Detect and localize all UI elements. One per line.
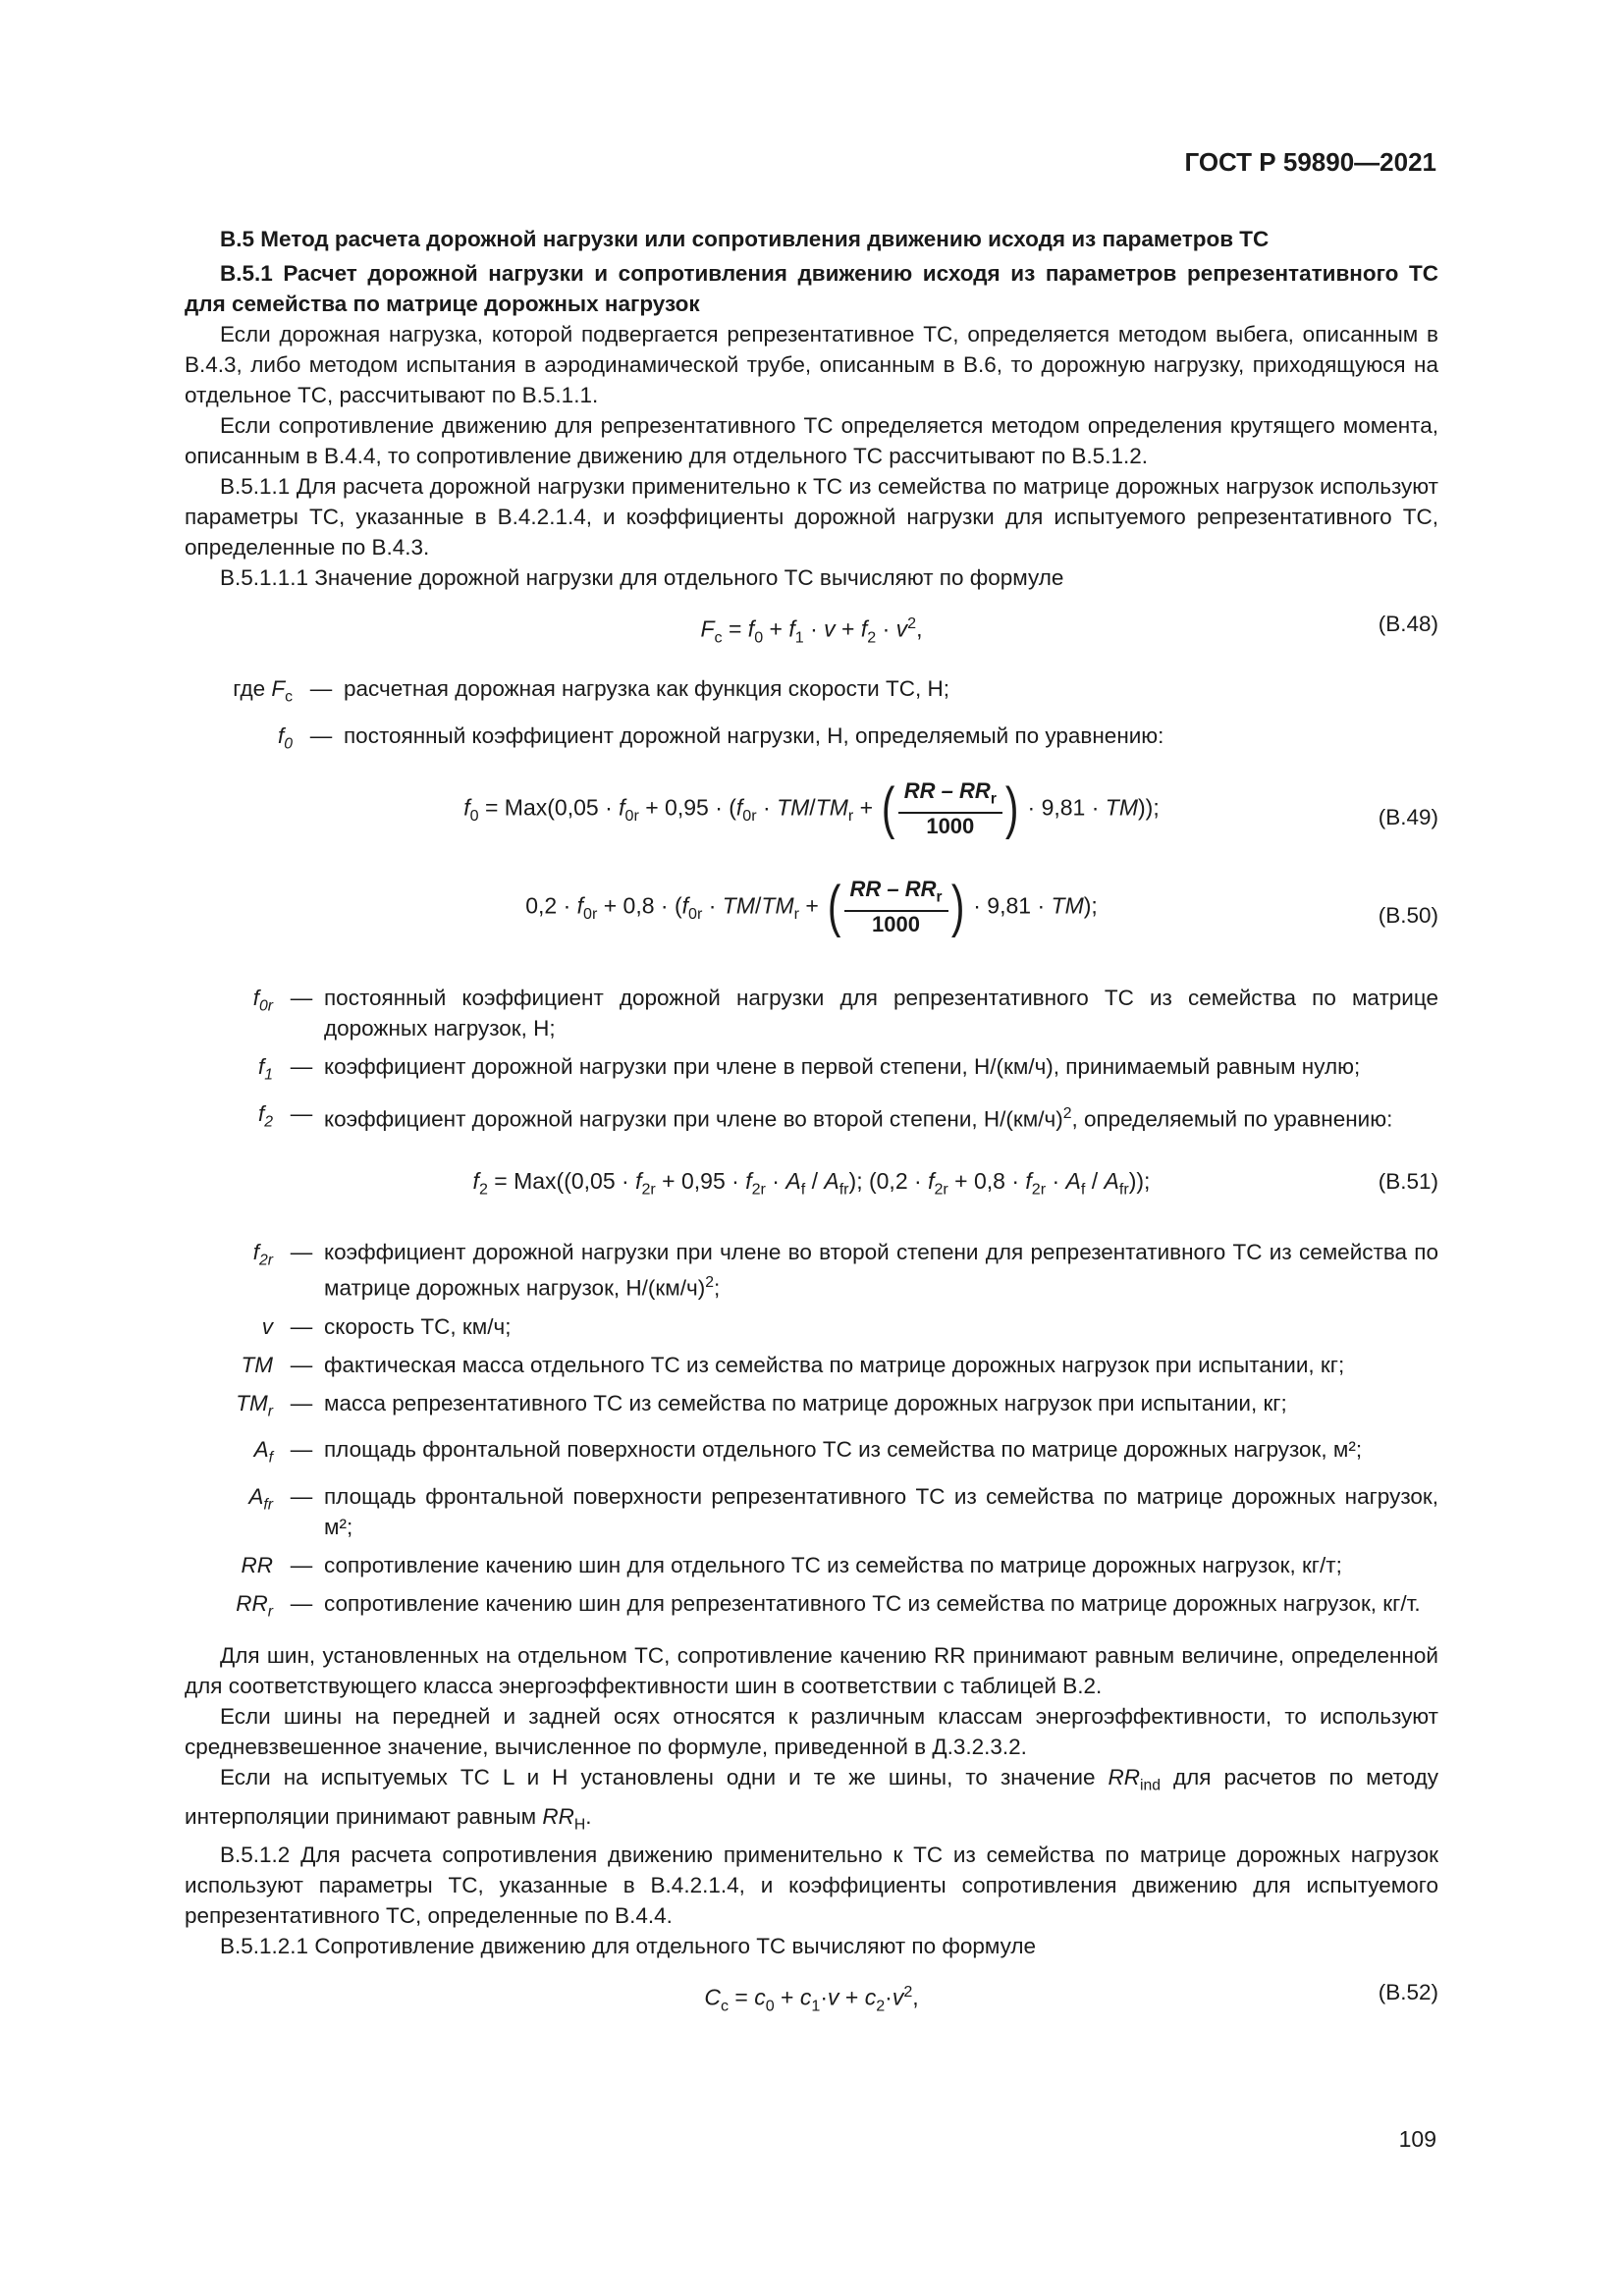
dash: — <box>290 1240 313 1264</box>
formula-b48: $F_c = f_0 + f_1 \cdot v + f_2 \cdot v^2$, <box>700 614 923 647</box>
definitions-3 <box>185 1237 1438 1627</box>
dash: — <box>290 1352 313 1377</box>
definition-symbol: v <box>261 1313 273 1339</box>
dash: — <box>290 1483 313 1509</box>
definition-text: постоянный коэффициент дорожной нагрузки, Н, определяемый по уравнению: <box>344 722 1164 748</box>
definition-symbol: $RR_r$ <box>236 1590 273 1620</box>
definition-af <box>185 1434 1438 1473</box>
page-content <box>185 224 1438 2026</box>
definitions-1 <box>185 673 1438 759</box>
definition-text: сопротивление качению шин для репрезентативного ТС из семейства по матрице дорожных нагрузок, кг/т. <box>324 1590 1421 1616</box>
dash: — <box>290 1590 313 1616</box>
definition-symbol: RR <box>241 1552 273 1577</box>
definition-symbol: где $F_c$ <box>233 676 293 706</box>
dash: — <box>290 1437 313 1462</box>
formula-b49: $f_0 = Max(0,05 \cdot f_{0r} + 0,95 \cdot (f_{0r} \cdot TM/TM_r$ + ( $\frac{RR - RR_r}{1000}$ ) · 9,81 · TM)); <box>463 776 1160 841</box>
definition-text: скорость ТС, км/ч; <box>324 1313 512 1339</box>
equation-number-b52: (В.52) <box>1378 1980 1438 2004</box>
equation-b51 <box>185 1150 1438 1223</box>
section-title: В.5 Метод расчета дорожной нагрузки или сопротивления движению исходя из параметров ТС <box>220 227 1270 251</box>
definition-text: коэффициент дорожной нагрузки при члене во второй степени, $Н/(км/ч)^2$, определяемый по уравнению: <box>324 1104 1393 1131</box>
paragraph-5: Для шин, установленных на отдельном ТС, сопротивление качению RR принимают равным величине, определенной для соответствующего класса энергоэффективности шин в соответствии с таблицей В.2. <box>185 1643 1438 1698</box>
definition-f0 <box>185 721 1438 760</box>
equation-number-b51: (В.51) <box>1378 1169 1438 1194</box>
definition-f1 <box>185 1051 1438 1091</box>
paragraph-9: В.5.1.2.1 Сопротивление движению для отдельного ТС вычисляют по формуле <box>220 1934 1037 1958</box>
definition-text: постоянный коэффициент дорожной нагрузки для репрезентативного ТС из семейства по матрице дорожных нагрузок, Н; <box>324 986 1438 1041</box>
definition-symbol: $f_{2r}$ <box>252 1240 273 1269</box>
equation-number-b50: (В.50) <box>1378 903 1438 928</box>
page-number: 109 <box>1398 2126 1436 2152</box>
formula-b52: $C_c = c_0 + c_1\cdot v + c_2\cdot v^2$, <box>704 1983 919 2015</box>
definition-rrr <box>185 1588 1438 1628</box>
definition-text: расчетная дорожная нагрузка как функция скорости ТС, Н; <box>344 676 949 701</box>
dash: — <box>309 722 333 748</box>
definition-symbol: $f_2$ <box>257 1100 273 1130</box>
fraction: $\frac{RR - RR_r}{1000}$ <box>844 877 948 937</box>
definition-tmr <box>185 1388 1438 1427</box>
equation-b50 <box>185 871 1438 969</box>
equation-b49 <box>185 773 1438 871</box>
paragraph-7: Если на испытуемых ТС L и H установлены одни и те же шины, то значение $RR_{ind}$ для расчетов по методу интерполяции принимают равным $RR_H$. <box>185 1765 1438 1833</box>
equation-number-b49: (В.49) <box>1378 805 1438 829</box>
dash: — <box>309 676 333 701</box>
definition-symbol: TM <box>241 1352 273 1377</box>
definition-symbol: $f_1$ <box>257 1054 273 1084</box>
dash: — <box>290 1313 313 1339</box>
definition-f0r <box>185 983 1438 1043</box>
section-subtitle: В.5.1 Расчет дорожной нагрузки и сопротивления движению исходя из параметров репрезентативного ТС для семейства по матрице дорожных нагрузок <box>185 261 1438 316</box>
definition-symbol: $f_{0r}$ <box>252 986 273 1015</box>
definition-text: площадь фронтальной поверхности репрезентативного ТС из семейства по матрице дорожных нагрузок, м²; <box>324 1483 1438 1539</box>
definition-tm <box>185 1350 1438 1380</box>
definition-text: коэффициент дорожной нагрузки при члене в первой степени, Н/(км/ч), принимаемый равным нулю; <box>324 1054 1361 1079</box>
paragraph-2: Если сопротивление движению для репрезентативного ТС определяется методом определения крутящего момента, описанным в В.4.4, то сопротивление движению для отдельного ТС рассчитывают по В.5.1.2. <box>185 413 1438 468</box>
dash: — <box>290 1054 313 1079</box>
formula-b50: $0,2 \cdot f_{0r} + 0,8 \cdot (f_{0r} \cdot TM/TM_r$ + ( $\frac{RR - RR_r}{1000}$ ) · 9,81 · TM); <box>525 875 1098 939</box>
definition-text: коэффициент дорожной нагрузки при члене во второй степени для репрезентативного ТС из семейства по матрице дорожных нагрузок, $Н/(км/ч)^2$; <box>324 1240 1438 1301</box>
equation-b52 <box>185 1961 1438 2026</box>
definition-afr <box>185 1481 1438 1542</box>
definition-symbol: $A_f$ <box>253 1437 273 1467</box>
equation-b48 <box>185 593 1438 660</box>
standard-header: ГОСТ Р 59890—2021 <box>1184 147 1436 177</box>
definition-symbol: $A_{fr}$ <box>248 1483 273 1513</box>
equation-number-b48: (В.48) <box>1378 612 1438 636</box>
definition-f2 <box>185 1098 1438 1138</box>
paragraph-3: В.5.1.1 Для расчета дорожной нагрузки применительно к ТС из семейства по матрице дорожных нагрузок используют параметры ТС, указанные в В.4.2.1.4, и коэффициенты дорожной нагрузки для испытуемого репрезентативного ТС, определенные по В.4.3. <box>185 474 1438 560</box>
definition-fc <box>185 673 1438 713</box>
formula-b51: $f_2 = Max((0,05 \cdot f_{2r} + 0,95 \cdot f_{2r} \cdot A_f / A_{fr})$; $(0,2 \cdot f_{2r} + 0,8 \cdot f_{2r} \cdot A_f / A_{fr})$); <box>472 1168 1151 1199</box>
definition-symbol: $f_0$ <box>277 722 293 752</box>
definition-rr <box>185 1550 1438 1580</box>
fraction: $\frac{RR - RR_r}{1000}$ <box>898 778 1002 839</box>
paragraph-4: В.5.1.1.1 Значение дорожной нагрузки для отдельного ТС вычисляют по формуле <box>220 565 1064 590</box>
definition-symbol: $TM_r$ <box>236 1390 273 1419</box>
definition-text: сопротивление качению шин для отдельного ТС из семейства по матрице дорожных нагрузок, кг/т; <box>324 1552 1342 1577</box>
paragraph-6: Если шины на передней и задней осях относятся к различным классам энергоэффективности, то используют средневзвешенное значение, вычисленное по формуле, приведенной в Д.3.2.3.2. <box>185 1704 1438 1759</box>
paragraph-8: В.5.1.2 Для расчета сопротивления движению применительно к ТС из семейства по матрице дорожных нагрузок используют параметры ТС, указанные в В.4.2.1.4, и коэффициенты сопротивления движению для испытуемого репрезентативного ТС, определенные по В.4.4. <box>185 1842 1438 1928</box>
definitions-2 <box>185 983 1438 1137</box>
definition-f2r <box>185 1237 1438 1304</box>
dash: — <box>290 1100 313 1126</box>
paragraph-1: Если дорожная нагрузка, которой подвергается репрезентативное ТС, определяется методом выбега, описанным в В.4.3, либо методом испытания в аэродинамической трубе, описанным в В.6, то дорожную нагрузку, приходящуюся на отдельное ТС, рассчитывают по В.5.1.1. <box>185 322 1438 407</box>
dash: — <box>290 1390 313 1415</box>
dash: — <box>290 986 313 1010</box>
definition-v <box>185 1311 1438 1342</box>
definition-text: площадь фронтальной поверхности отдельного ТС из семейства по матрице дорожных нагрузок, м²; <box>324 1437 1363 1462</box>
definition-text: масса репрезентативного ТС из семейства по матрице дорожных нагрузок при испытании, кг; <box>324 1390 1287 1415</box>
dash: — <box>290 1552 313 1577</box>
definition-text: фактическая масса отдельного ТС из семейства по матрице дорожных нагрузок при испытании, кг; <box>324 1352 1345 1377</box>
